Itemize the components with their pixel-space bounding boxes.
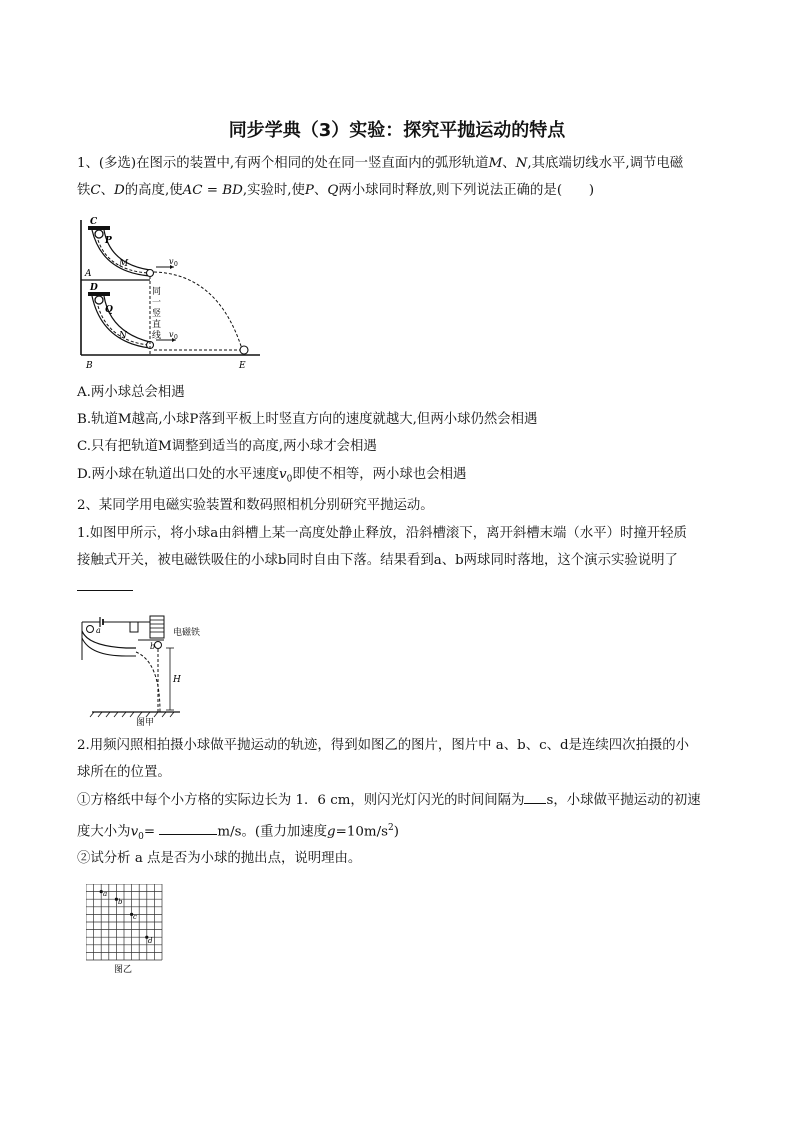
q1-sep: 、: [100, 183, 115, 198]
q2-sub1-text: ): [393, 824, 399, 840]
label-d: D: [90, 283, 98, 293]
q1-track-figure: [78, 212, 268, 372]
label-q: Q: [105, 305, 113, 315]
q2-stem: 2、某同学用电磁实验装置和数码照相机分别研究平抛运动。: [77, 498, 434, 513]
label-vertical-4: 直: [152, 320, 162, 330]
q1-var-p: P: [304, 183, 314, 198]
q1-var-q: Q: [327, 183, 339, 198]
fig-jia-label-magnet: 电磁铁: [173, 628, 201, 638]
q1-stem-line1: [77, 150, 722, 177]
q2-var-v: v: [130, 824, 139, 840]
q2-part1-answer: [77, 574, 722, 601]
label-a: A: [85, 269, 92, 279]
q2-sub1-text: m/s。(重力加速度: [217, 824, 328, 840]
q2-sub1-line1: [77, 787, 722, 814]
label-e: E: [239, 361, 246, 371]
fig-jia-label-b: b: [150, 642, 156, 651]
q1-stem-text: ,实验时,使: [242, 183, 305, 198]
option-d-text: 即使不相等，两小球也会相遇: [292, 467, 467, 482]
q1-var-c: C: [90, 183, 101, 198]
q2-sub1-text: 度大小为: [77, 824, 131, 840]
q2-part1-line1: 1.如图甲所示，将小球a由斜槽上某一高度处静止释放，沿斜槽滚下，离开斜槽末端（水平）时撞开轻质: [77, 526, 687, 541]
q2-var-g: g: [327, 824, 336, 840]
label-n: N: [119, 331, 127, 341]
q2-sub2: ②试分析 a 点是否为小球的抛出点，说明理由。: [77, 851, 362, 866]
label-c: C: [90, 217, 98, 227]
fig-yi-label-c: c: [133, 913, 137, 921]
label-b: B: [86, 361, 93, 371]
option-d-text: D.两小球在轨道出口处的水平速度: [77, 467, 279, 482]
fig-jia-caption: 图甲: [136, 718, 155, 726]
fig-jia-label-h: H: [173, 675, 181, 685]
q2-fig-jia: [78, 602, 218, 726]
q1-sep: 、: [313, 183, 328, 198]
q1-stem-text: 1、(多选)在图示的装置中,有两个相同的处在同一竖直面内的弧形轨道: [77, 156, 489, 171]
label-vertical-5: 线: [152, 331, 162, 341]
answer-blank-1[interactable]: [77, 576, 133, 591]
label-v0-top-sub: 0: [174, 261, 178, 268]
label-vertical-2: 一: [152, 298, 162, 308]
option-d-v0: v: [278, 467, 287, 482]
q1-sep: 、: [502, 156, 516, 171]
q2-gravity-exp: 2: [387, 823, 394, 833]
answer-blank-velocity[interactable]: [159, 820, 217, 835]
label-p: P: [105, 236, 112, 246]
q2-part2-line2: 球所在的位置。: [77, 765, 171, 780]
answer-blank-interval[interactable]: [524, 789, 546, 804]
option-d-v0-sub: 0: [286, 474, 293, 485]
label-vertical-3: 竖: [152, 309, 162, 319]
q2-equals: =: [143, 824, 156, 840]
q2-fig-yi: [86, 884, 166, 976]
q2-part1-line2: 接触式开关，被电磁铁吸住的小球b同时自由下落。结果看到a、b两球同时落地，这个演示实验说明了: [77, 553, 678, 568]
label-vertical-1: 同: [152, 287, 162, 297]
q1-option-b: B.轨道M越高,小球P落到平板上时竖直方向的速度就越大,但两小球仍然会相遇: [77, 412, 538, 427]
q2-sub1-text: s，小球做平抛运动的初速: [546, 793, 701, 808]
page-title: 同步学典（3）实验：探究平抛运动的特点: [228, 120, 566, 141]
q1-equation: AC = BD: [182, 183, 243, 198]
fig-jia-label-a: a: [96, 626, 101, 635]
q1-option-a: A.两小球总会相遇: [77, 385, 185, 400]
fig-yi-caption: 图乙: [114, 965, 133, 975]
fig-yi-label-a: a: [103, 890, 108, 898]
q1-stem-text: 的高度,使: [124, 183, 183, 198]
q1-stem-text: 两小球同时释放,则下列说法正确的是( ): [338, 183, 595, 198]
q2-sub1-text: ①方格纸中每个小方格的实际边长为 1．6 cm，则闪光灯闪光的时间间隔为: [77, 793, 525, 808]
label-m: M: [119, 259, 129, 269]
q1-var-m: M: [488, 156, 503, 171]
q1-stem-line2: [77, 177, 722, 204]
q2-gravity-value: =10m/s: [335, 824, 388, 840]
grid-paper: [86, 884, 162, 960]
q1-stem-text: 铁: [77, 183, 91, 198]
fig-yi-label-d: d: [148, 937, 153, 945]
q2-var-v-sub: 0: [138, 832, 144, 843]
q1-stem-text: ,其底端切线水平,调节电磁: [527, 156, 684, 171]
q1-option-c: C.只有把轨道M调整到适当的高度,两小球才会相遇: [77, 439, 377, 454]
label-v0-bottom-sub: 0: [174, 334, 178, 341]
label-v0-bottom: v: [169, 330, 174, 339]
label-v0-top: v: [169, 257, 174, 266]
fig-yi-label-b: b: [118, 898, 123, 906]
q1-option-d: [77, 461, 722, 494]
q1-var-n: N: [515, 156, 528, 171]
q1-var-d: D: [114, 183, 125, 198]
q2-part2-line1: 2.用频闪照相拍摄小球做平抛运动的轨迹，得到如图乙的图片，图片中 a、b、c、d是连续四次拍摄的小: [77, 738, 690, 753]
